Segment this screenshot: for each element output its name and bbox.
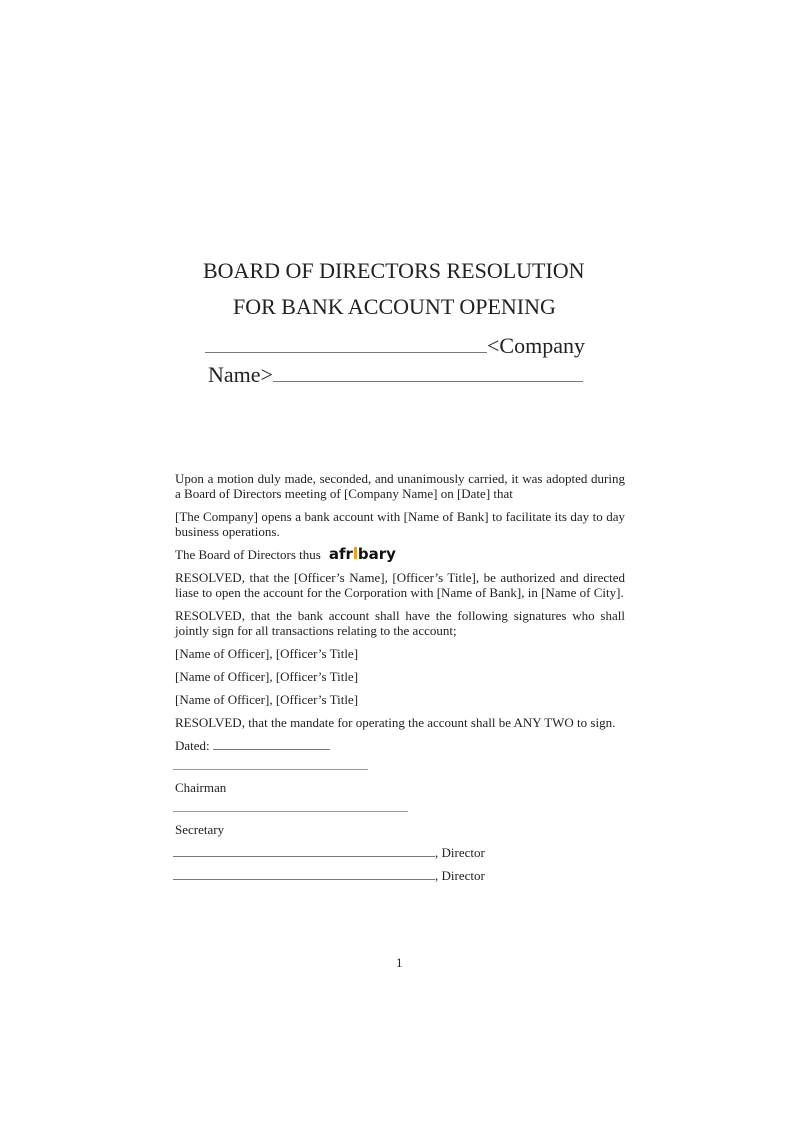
page-number: 1 (396, 955, 403, 970)
company-placeholder-b: Name> (208, 362, 273, 387)
paragraph-board: The Board of Directors thus (175, 547, 321, 562)
paragraph-board-row (175, 547, 625, 562)
paragraph-resolved-3: RESOLVED, that the mandate for operating the account shall be ANY TWO to sign. (175, 715, 616, 730)
company-name-line-1 (205, 333, 585, 359)
director-label: , Director (435, 868, 485, 883)
secretary-label: Secretary (175, 822, 225, 837)
title-line-1: BOARD OF DIRECTORS RESOLUTION (203, 258, 585, 283)
officer-line: [Name of Officer], [Officer’s Title] (175, 669, 359, 684)
company-placeholder-a: <Company (487, 333, 585, 358)
paragraph-resolved-1: RESOLVED, that the [Officer’s Name], [Officer’s Title], be authorized and directed liase to open the account for the Corporation with [Name of Bank], in [Name of City]. (175, 570, 625, 600)
secretary-signature-line (173, 811, 408, 812)
director-line-2 (173, 868, 625, 883)
director-line-1 (173, 845, 625, 860)
title-line-2: FOR BANK ACCOUNT OPENING (233, 294, 556, 319)
director-label: , Director (435, 845, 485, 860)
chairman-label: Chairman (175, 780, 227, 795)
paragraph-company: [The Company] opens a bank account with [Name of Bank] to facilitate its day to day business operations. (175, 509, 625, 539)
chairman-signature-line (173, 769, 368, 770)
resolution-body (175, 471, 625, 891)
dated-line (175, 738, 625, 753)
officer-line: [Name of Officer], [Officer’s Title] (175, 692, 359, 707)
afribary-watermark-logo: afr bary (328, 545, 396, 563)
officer-line: [Name of Officer], [Officer’s Title] (175, 646, 359, 661)
paragraph-motion: Upon a motion duly made, seconded, and unanimously carried, it was adopted during a Board of Directors meeting of [Company Name] on [Date] that (175, 471, 625, 501)
logo-bar-icon (354, 547, 357, 559)
company-name-line-2 (208, 362, 583, 388)
dated-label: Dated: (175, 738, 210, 753)
paragraph-resolved-2: RESOLVED, that the bank account shall have the following signatures who shall jointly sign for all transactions relating to the account; (175, 608, 625, 638)
